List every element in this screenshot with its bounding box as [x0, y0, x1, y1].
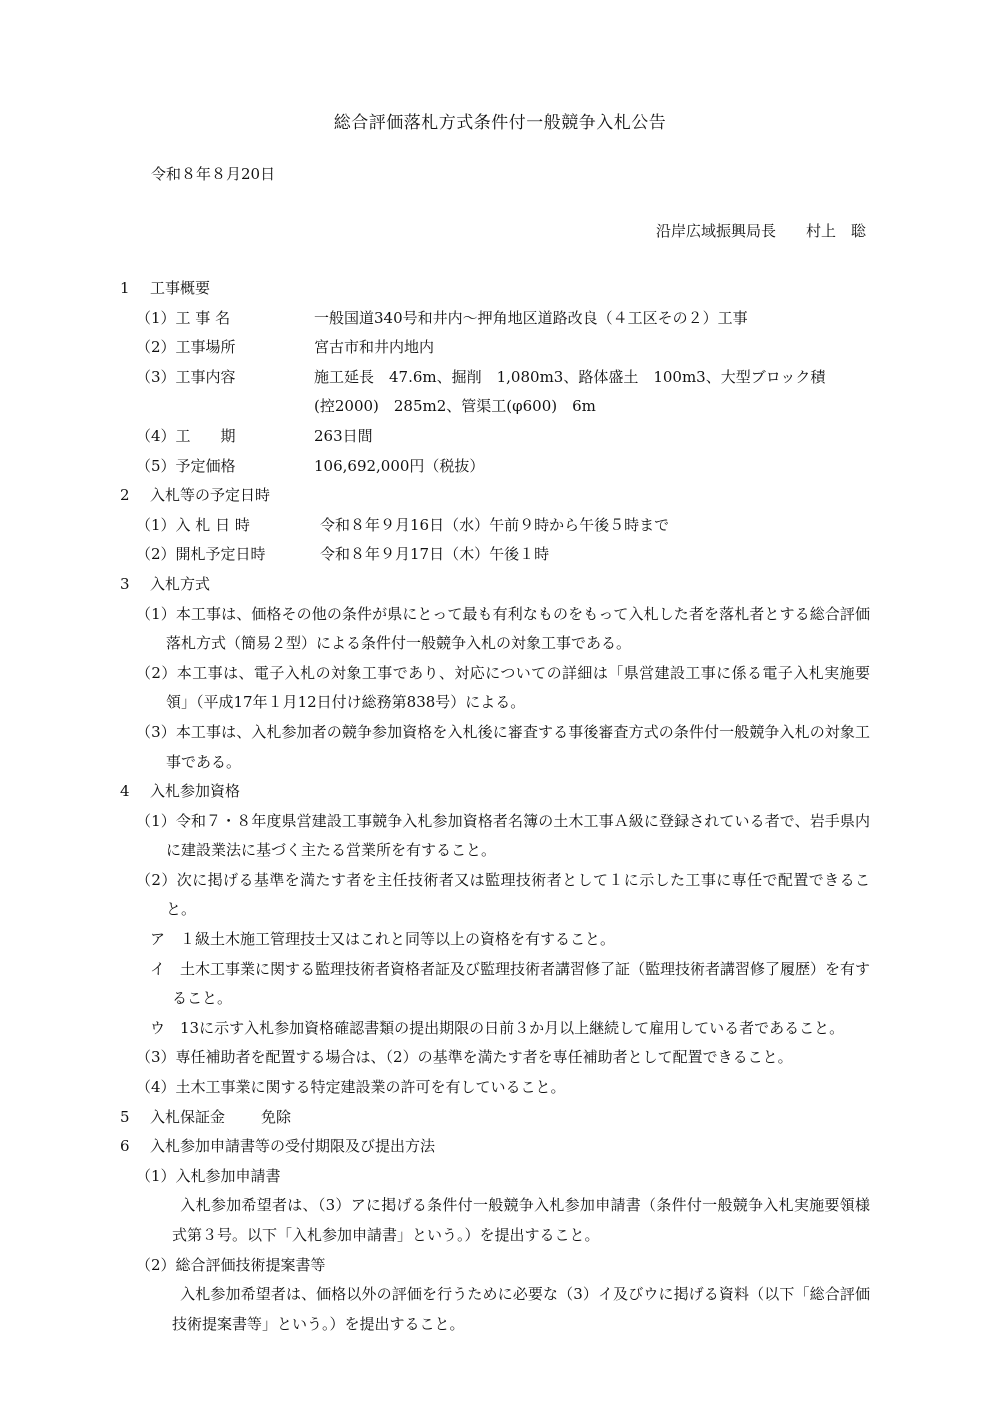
item-label: （2）工事場所 [136, 338, 236, 357]
section-2-heading [120, 481, 870, 511]
item-label: （1）工 事 名 [136, 308, 231, 327]
section-5-heading [120, 1103, 870, 1133]
section-1-heading [120, 274, 870, 304]
paragraph-text: 入札参加希望者は、価格以外の評価を行うために必要な（3）イ及びウに掲げる資料（以下「総合評価技術提案書等」という。）を提出すること。 [172, 1285, 870, 1333]
s6-sub-1-text [120, 1191, 870, 1250]
s3-paragraph-1: （1）本工事は、価格その他の条件が県にとって最も有利なものをもって入札した者を落札者とする総合評価落札方式（簡易２型）による条件付一般競争入札の対象工事である。 [136, 604, 870, 653]
item-value: 宮古市和井内地内 [314, 338, 435, 357]
section-6-heading [120, 1132, 870, 1162]
s1-item-1 [120, 304, 870, 334]
section-number: 3 [120, 574, 130, 593]
item-label: （4）工 期 [136, 426, 236, 445]
s6-sub-2-heading: （2）総合評価技術提案書等 [136, 1255, 326, 1274]
s1-item-5 [120, 452, 870, 482]
item-value: 263日間 [314, 426, 373, 445]
item-label: （2）開札予定日時 [136, 545, 266, 564]
section-number: 6 [120, 1137, 130, 1156]
item-label: （1）入 札 日 時 [136, 515, 250, 534]
section-title: 入札等の予定日時 [150, 486, 271, 505]
section-value: 免除 [261, 1107, 292, 1126]
s6-sub-2-text [120, 1280, 870, 1339]
issuer-name: 沿岸広域振興局長 村上 聡 [655, 222, 866, 240]
s6-sub-1-heading: （1）入札参加申請書 [136, 1166, 281, 1185]
document-body [120, 274, 870, 1339]
s4-paragraph-3: （3）専任補助者を配置する場合は、（2）の基準を満たす者を専任補助者として配置できること。 [136, 1048, 793, 1067]
item-value: 一般国道340号和井内～押角地区道路改良（４工区その２）工事 [314, 308, 748, 327]
s1-item-2 [120, 333, 870, 363]
section-title: 工事概要 [150, 279, 211, 297]
s4-paragraph-4: （4）土木工事業に関する特定建設業の許可を有していること。 [136, 1078, 566, 1097]
s1-item-3 [120, 363, 870, 393]
s1-item-4 [120, 422, 870, 452]
s3-paragraph-2: （2）本工事は、電子入札の対象工事であり、対応についての詳細は「県営建設工事に係る電子入札実施要領」（平成17年１月12日付け総務第838号）による。 [136, 663, 870, 712]
s4-paragraph-1: （1）令和７・８年度県営建設工事競争入札参加資格者名簿の土木工事Ａ級に登録されている者で、岩手県内に建設業法に基づく主たる営業所を有すること。 [136, 811, 870, 860]
s1-item-3-continuation: (控2000) 285m2、管渠工(φ600) 6m [314, 397, 596, 416]
section-number: 5 [120, 1107, 130, 1126]
section-3-heading [120, 570, 870, 600]
section-number: 4 [120, 782, 130, 801]
s4-paragraph-2: （2）次に掲げる基準を満たす者を主任技術者又は監理技術者として１に示した工事に専任で配置できること。 [136, 870, 870, 919]
section-number: 2 [120, 486, 130, 505]
s2-item-1 [120, 511, 870, 541]
notice-date: 令和８年８月20日 [151, 165, 276, 183]
item-value: 106,692,000円（税抜） [314, 456, 485, 475]
s2-item-2 [120, 540, 870, 570]
section-title: 入札参加申請書等の受付期限及び提出方法 [150, 1137, 436, 1156]
paragraph-text: 入札参加希望者は、（3）アに掲げる条件付一般競争入札参加申請書（条件付一般競争入札実施要領様式第３号。以下「入札参加申請書」という。）を提出すること。 [172, 1196, 870, 1244]
section-title: 入札参加資格 [150, 782, 241, 801]
item-label: （5）予定価格 [136, 456, 236, 475]
item-label: （3）工事内容 [136, 367, 236, 386]
s4-sub-i: イ 土木工事業に関する監理技術者資格者証及び監理技術者講習修了証（監理技術者講習修了履歴）を有すること。 [150, 959, 871, 1008]
item-value: 令和８年９月16日（水）午前９時から午後５時まで [320, 515, 670, 534]
section-4-heading [120, 777, 870, 807]
section-title: 入札方式 [150, 574, 211, 593]
section-title: 入札保証金 [150, 1107, 226, 1126]
item-value: 施工延長 47.6m、掘削 1,080m3、路体盛土 100m3、大型ブロック積 [314, 367, 826, 386]
item-value: 令和８年９月17日（木）午後１時 [320, 545, 550, 564]
document-title: 総合評価落札方式条件付一般競争入札公告 [333, 113, 667, 133]
s3-paragraph-3: （3）本工事は、入札参加者の競争参加資格を入札後に審査する事後審査方式の条件付一般競争入札の対象工事である。 [136, 722, 870, 771]
section-number: 1 [120, 279, 130, 297]
s4-sub-a: ア １級土木施工管理技士又はこれと同等以上の資格を有すること。 [150, 930, 616, 949]
s4-sub-u: ウ 13に示す入札参加資格確認書類の提出期限の日前３か月以上継続して雇用している者であること。 [150, 1018, 845, 1037]
